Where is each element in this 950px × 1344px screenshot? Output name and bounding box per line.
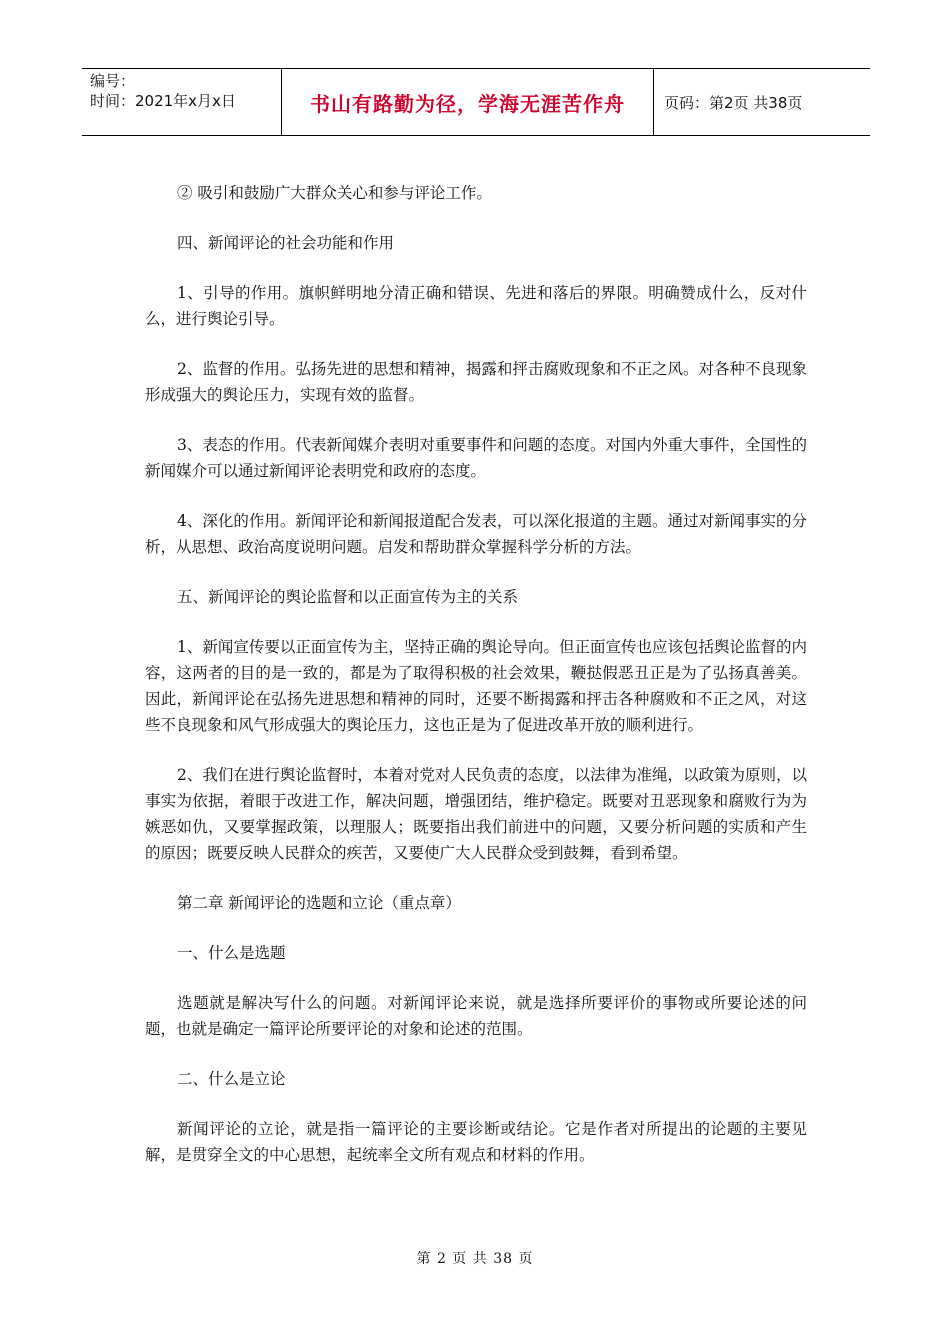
section-heading: 二、什么是立论 (177, 1070, 286, 1088)
paragraph: 2、监督的作用。弘扬先进的思想和精神，揭露和抨击腐败现象和不正之风。对各种不良现象形成强大的舆论压力，实现有效的监督。 (145, 360, 807, 404)
code-label: 编号： (90, 72, 136, 90)
paragraph: 4、深化的作用。新闻评论和新闻报道配合发表，可以深化报道的主题。通过对新闻事实的分析，从思想、政治高度说明问题。启发和帮助群众掌握科学分析的方法。 (145, 512, 807, 556)
header-meta (82, 69, 282, 135)
document-body (145, 180, 807, 1192)
paragraph: 1、新闻宣传要以正面宣传为主，坚持正确的舆论导向。但正面宣传也应该包括舆论监督的内容，这两者的目的是一致的，都是为了取得积极的社会效果，鞭挞假恶丑正是为了弘扬真善美。因此，新闻评论在弘扬先进思想和精神的同时，还要不断揭露和抨击各种腐败和不正之风，对这些不良现象和风气形成强大的舆论压力，这也正是为了促进改革开放的顺利进行。 (145, 638, 807, 734)
paragraph: 1、引导的作用。旗帜鲜明地分清正确和错误、先进和落后的界限。明确赞成什么，反对什么，进行舆论引导。 (145, 284, 807, 328)
time-label: 时间：2021年x月x日 (90, 92, 236, 110)
chapter-heading: 第二章 新闻评论的选题和立论（重点章） (177, 894, 461, 912)
page-footer: 第 2 页 共 38 页 (416, 1251, 534, 1267)
paragraph: 选题就是解决写什么的问题。对新闻评论来说，就是选择所要评价的事物或所要论述的问题，也就是确定一篇评论所要评论的对象和论述的范围。 (145, 994, 807, 1038)
section-heading: 五、新闻评论的舆论监督和以正面宣传为主的关系 (177, 588, 519, 606)
paragraph: 3、表态的作用。代表新闻媒介表明对重要事件和问题的态度。对国内外重大事件，全国性的新闻媒介可以通过新闻评论表明党和政府的态度。 (145, 436, 807, 480)
paragraph: 新闻评论的立论，就是指一篇评论的主要诊断或结论。它是作者对所提出的论题的主要见解，是贯穿全文的中心思想，起统率全文所有观点和材料的作用。 (145, 1120, 807, 1164)
paragraph: ② 吸引和鼓励广大群众关心和参与评论工作。 (177, 184, 492, 202)
section-heading: 一、什么是选题 (177, 944, 286, 962)
header-page-info: 页码：第2页 共38页 (664, 93, 803, 112)
section-heading: 四、新闻评论的社会功能和作用 (177, 234, 395, 252)
header-motto: 书山有路勤为径，学海无涯苦作舟 (282, 69, 654, 135)
page-header (82, 68, 870, 136)
paragraph: 2、我们在进行舆论监督时，本着对党对人民负责的态度，以法律为准绳，以政策为原则，以事实为依据，着眼于改进工作，解决问题，增强团结，维护稳定。既要对丑恶现象和腐败行为为嫉恶如仇，又要掌握政策，以理服人；既要指出我们前进中的问题，又要分析问题的实质和产生的原因；既要反映人民群众的疾苦，又要使广大人民群众受到鼓舞，看到希望。 (145, 766, 807, 862)
